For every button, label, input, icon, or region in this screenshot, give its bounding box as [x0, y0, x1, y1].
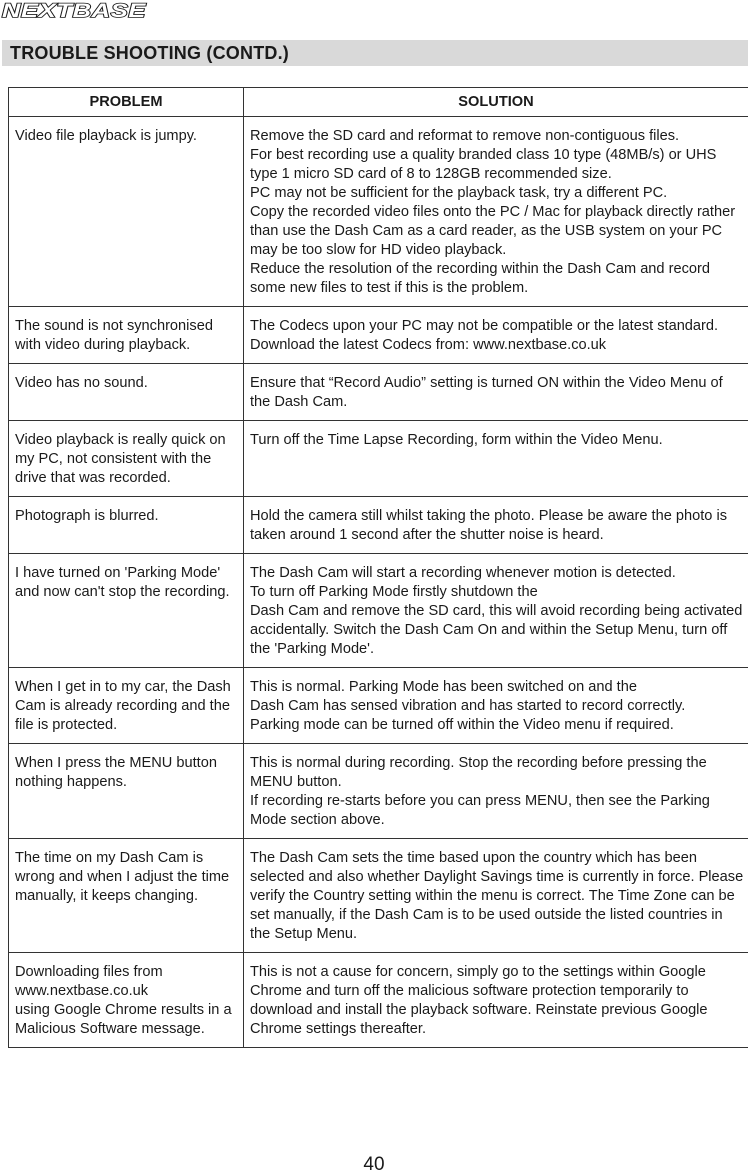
solution-cell [244, 668, 748, 744]
table-row [9, 839, 748, 953]
solution-cell [244, 953, 748, 1048]
problem-text: When I press the MENU button nothing happens. [15, 754, 241, 792]
solution-text: Reduce the resolution of the recording within the Dash Cam and record some new files to test if this is the problem. [250, 260, 746, 298]
problem-text: www.nextbase.co.uk [15, 982, 241, 1001]
column-header-problem: PROBLEM [9, 88, 244, 117]
table-row [9, 953, 748, 1048]
solution-cell [244, 307, 748, 364]
problem-cell [9, 554, 244, 668]
table-row [9, 421, 748, 497]
solution-cell [244, 744, 748, 839]
solution-cell [244, 839, 748, 953]
problem-cell [9, 307, 244, 364]
solution-text: Hold the camera still whilst taking the photo. Please be aware the photo is taken around 1 second after the shutter noise is heard. [250, 507, 746, 545]
section-header [2, 40, 748, 66]
table-row [9, 554, 748, 668]
solution-cell [244, 554, 748, 668]
solution-text: This is normal during recording. Stop the recording before pressing the MENU button. [250, 754, 746, 792]
solution-text: If recording re-starts before you can press MENU, then see the Parking Mode section above. [250, 792, 746, 830]
solution-text: The Dash Cam will start a recording whenever motion is detected. [250, 564, 746, 583]
table-header-row [9, 88, 748, 117]
solution-text: Copy the recorded video files onto the PC / Mac for playback directly rather than use the Dash Cam as a card reader, as the USB system on your PC may be too slow for HD video playback. [250, 203, 746, 260]
solution-text: Dash Cam and remove the SD card, this will avoid recording being activated accidentally. Switch the Dash Cam On and within the Setup Menu, turn off the 'Parking Mode'. [250, 602, 746, 659]
table-row [9, 497, 748, 554]
solution-text: This is not a cause for concern, simply go to the settings within Google Chrome and turn off the malicious software protection temporarily to download and install the playback software. Reinstate previous Google Chrome settings thereafter. [250, 963, 746, 1039]
nextbase-logo [0, 0, 150, 24]
problem-cell [9, 117, 244, 307]
problem-text: Video playback is really quick on my PC, not consistent with the drive that was recorded. [15, 431, 241, 488]
solution-cell [244, 117, 748, 307]
problem-cell [9, 497, 244, 554]
page-number: 40 [0, 1154, 748, 1176]
problem-cell [9, 839, 244, 953]
table-row [9, 307, 748, 364]
solution-text: The Dash Cam sets the time based upon the country which has been selected and also whether Daylight Savings time is currently in force. Please verify the Country setting within the menu is correct. The Time Zone can be set manually, if the Dash Cam is to be used outside the listed countries in the Setup Menu. [250, 849, 746, 944]
solution-cell [244, 364, 748, 421]
solution-text: Parking mode can be turned off within the Video menu if required. [250, 716, 746, 735]
solution-text: Dash Cam has sensed vibration and has started to record correctly. [250, 697, 746, 716]
problem-cell [9, 744, 244, 839]
solution-text: Ensure that “Record Audio” setting is turned ON within the Video Menu of the Dash Cam. [250, 374, 746, 412]
solution-text: Remove the SD card and reformat to remove non-contiguous files. [250, 127, 746, 146]
solution-cell [244, 421, 748, 497]
table-row [9, 364, 748, 421]
brand-logo-text: NEXTBASE [2, 1, 147, 22]
problem-text: Video file playback is jumpy. [15, 127, 241, 146]
solution-text: The Codecs upon your PC may not be compatible or the latest standard. [250, 317, 746, 336]
table-row [9, 117, 748, 307]
problem-cell [9, 668, 244, 744]
problem-cell [9, 953, 244, 1048]
solution-text: Turn off the Time Lapse Recording, form within the Video Menu. [250, 431, 746, 450]
solution-text: Download the latest Codecs from: www.nextbase.co.uk [250, 336, 746, 355]
troubleshooting-table [8, 87, 748, 1048]
solution-text: PC may not be sufficient for the playback task, try a different PC. [250, 184, 746, 203]
column-header-solution: SOLUTION [244, 88, 748, 117]
problem-text: I have turned on 'Parking Mode' and now can't stop the recording. [15, 564, 241, 602]
problem-text: The time on my Dash Cam is wrong and when I adjust the time manually, it keeps changing. [15, 849, 241, 906]
solution-text: To turn off Parking Mode firstly shutdown the [250, 583, 746, 602]
problem-text: The sound is not synchronised with video during playback. [15, 317, 241, 355]
table-row [9, 744, 748, 839]
section-title: TROUBLE SHOOTING (CONTD.) [10, 43, 289, 64]
table-row [9, 668, 748, 744]
problem-text: Downloading files from [15, 963, 241, 982]
problem-cell [9, 421, 244, 497]
problem-text: Video has no sound. [15, 374, 241, 393]
problem-text: When I get in to my car, the Dash Cam is already recording and the file is protected. [15, 678, 241, 735]
problem-text: Photograph is blurred. [15, 507, 241, 526]
solution-text: This is normal. Parking Mode has been switched on and the [250, 678, 746, 697]
problem-text: using Google Chrome results in a Malicious Software message. [15, 1001, 241, 1039]
solution-cell [244, 497, 748, 554]
solution-text: For best recording use a quality branded class 10 type (48MB/s) or UHS type 1 micro SD card of 8 to 128GB recommended size. [250, 146, 746, 184]
problem-cell [9, 364, 244, 421]
